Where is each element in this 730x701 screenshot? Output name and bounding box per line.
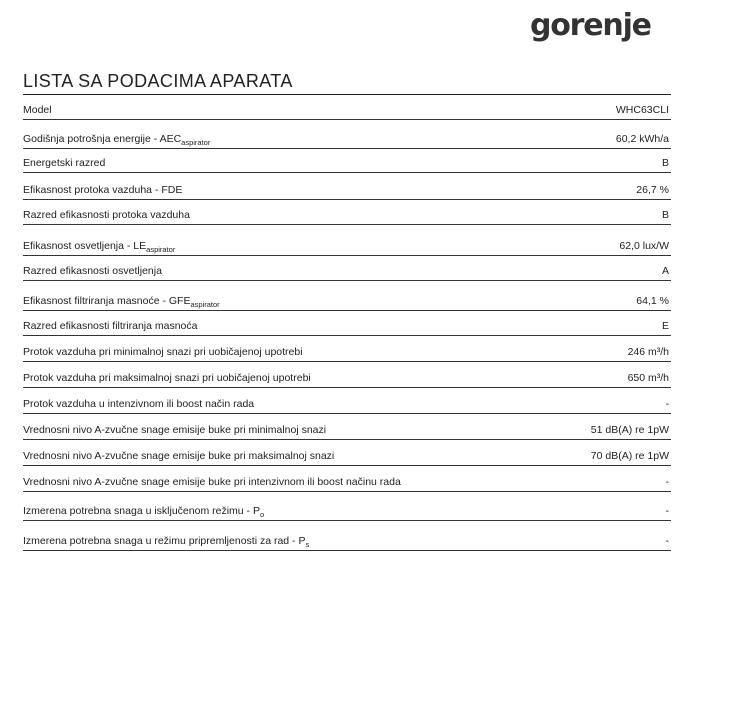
row-label [23, 265, 162, 277]
row-label-subscript: aspirator [181, 138, 211, 147]
row-value: WHC63CLI [615, 104, 669, 116]
table-row [23, 281, 671, 311]
row-value: 246 m³/h [627, 346, 669, 358]
table-row [23, 120, 671, 149]
row-label [23, 240, 175, 252]
row-label [23, 184, 182, 196]
table-row [23, 414, 671, 440]
row-value: B [661, 209, 669, 221]
table-row [23, 149, 671, 173]
row-label-text: Vrednosni nivo A-zvučne snage emisije buke pri minimalnoj snazi [23, 424, 327, 436]
row-label-text: Model [23, 104, 52, 116]
data-table [23, 95, 671, 551]
row-label-text: Vrednosni nivo A-zvučne snage emisije buke pri intenzivnom ili boost načinu rada [23, 476, 401, 488]
row-label-text: Vrednosni nivo A-zvučne snage emisije buke pri maksimalnoj snazi [23, 450, 335, 462]
row-value: B [661, 157, 669, 169]
row-label [23, 505, 264, 517]
row-label-subscript: aspirator [190, 300, 220, 309]
row-label-text: Protok vazduha pri minimalnoj snazi pri uobičajenoj upotrebi [23, 346, 303, 358]
row-value: 51 dB(A) re 1pW [590, 424, 669, 436]
row-label [23, 346, 303, 358]
row-value: E [661, 320, 669, 332]
row-label-text: Izmerena potrebna snaga u isključenom režimu - P [23, 505, 260, 517]
row-label-text: Godišnja potrošnja energije - AEC [23, 133, 182, 145]
row-value: A [661, 265, 669, 277]
row-label [23, 398, 254, 410]
row-label-text: Razred efikasnosti filtriranja masnoća [23, 320, 198, 332]
table-row [23, 388, 671, 414]
row-label-text: Razred efikasnosti osvetljenja [23, 265, 162, 277]
table-row [23, 256, 671, 281]
page-title: LISTA SA PODACIMA APARATA [23, 71, 293, 91]
row-value: - [665, 398, 669, 410]
brand-logo: gorenje [530, 8, 651, 43]
row-label [23, 295, 220, 307]
row-label-text: Protok vazduha u intenzivnom ili boost način rada [23, 398, 255, 410]
row-label-subscript: o [259, 510, 265, 519]
table-row [23, 466, 671, 492]
table-row [23, 440, 671, 466]
row-value: - [665, 505, 669, 517]
row-label [23, 104, 52, 116]
row-label [23, 133, 210, 145]
row-label [23, 424, 326, 436]
row-label-text: Efikasnost filtriranja masnoće - GFE [23, 295, 191, 307]
table-row [23, 95, 671, 120]
row-value: - [665, 476, 669, 488]
row-label [23, 157, 105, 169]
table-row [23, 311, 671, 336]
row-label-text: Protok vazduha pri maksimalnoj snazi pri uobičajenoj upotrebi [23, 372, 311, 384]
row-label-subscript: s [305, 540, 310, 549]
row-label-text: Razred efikasnosti protoka vazduha [23, 209, 190, 221]
row-label-subscript: aspirator [146, 245, 176, 254]
table-row [23, 362, 671, 388]
table-row [23, 225, 671, 256]
row-label-text: Izmerena potrebna snaga u režimu pripremljenosti za rad - P [23, 535, 306, 547]
row-value: 60,2 kWh/a [615, 133, 669, 145]
row-label [23, 320, 198, 332]
row-value: 62,0 lux/W [619, 240, 669, 252]
row-value: 650 m³/h [627, 372, 669, 384]
table-row [23, 492, 671, 521]
row-label-text: Efikasnost osvetljenja - LE [23, 240, 147, 252]
row-label [23, 450, 334, 462]
row-value: 70 dB(A) re 1pW [590, 450, 669, 462]
row-value: 64,1 % [636, 295, 669, 307]
row-label-text: Efikasnost protoka vazduha - FDE [23, 184, 183, 196]
row-label [23, 372, 311, 384]
table-row [23, 336, 671, 362]
row-value: - [665, 535, 669, 547]
row-label-text: Energetski razred [23, 157, 106, 169]
row-label [23, 209, 190, 221]
row-label [23, 476, 401, 488]
row-value: 26,7 % [636, 184, 669, 196]
table-row [23, 173, 671, 200]
table-row [23, 521, 671, 551]
table-row [23, 200, 671, 225]
row-label [23, 535, 309, 547]
